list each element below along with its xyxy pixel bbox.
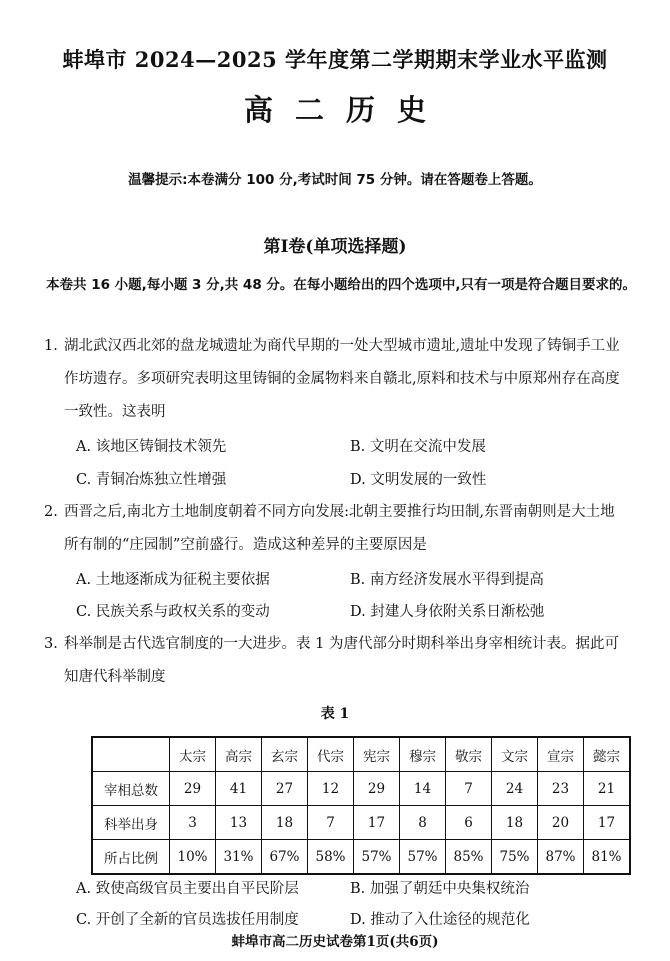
option-d[interactable]: D. 推动了入仕途径的规范化 <box>350 912 530 928</box>
table-row <box>92 772 630 806</box>
table-cell: 57% <box>354 840 400 875</box>
table-cell: 27 <box>262 772 308 806</box>
column-header: 玄宗 <box>262 737 308 772</box>
question-number: 2. <box>44 504 58 520</box>
option-b[interactable]: B. 南方经济发展水平得到提高 <box>350 572 544 588</box>
option-b[interactable]: B. 加强了朝廷中央集权统治 <box>350 881 530 897</box>
page-footer: 蚌埠市高二历史试卷第1页(共6页) <box>231 934 439 950</box>
exam-title: 蚌埠市 2024—2025 学年度第二学期期末学业水平监测 <box>62 47 608 72</box>
option-a[interactable]: A. 土地逐渐成为征税主要依据 <box>76 572 270 588</box>
table-cell: 18 <box>492 806 538 840</box>
table-cell: 17 <box>354 806 400 840</box>
row-header: 科举出身 <box>92 806 170 840</box>
table-cell: 7 <box>446 772 492 806</box>
table-cell: 41 <box>216 772 262 806</box>
exam-notice: 温馨提示:本卷满分 100 分,考试时间 75 分钟。请在答题卷上答题。 <box>128 172 542 188</box>
table-cell: 6 <box>446 806 492 840</box>
option-c[interactable]: C. 民族关系与政权关系的变动 <box>76 604 270 620</box>
option-a[interactable]: A. 致使高级官员主要出自平民阶层 <box>76 881 299 897</box>
table-cell: 18 <box>262 806 308 840</box>
table-cell: 7 <box>308 806 354 840</box>
question-stem <box>64 330 660 429</box>
stem-line: 作坊遗存。多项研究表明这里铸铜的金属物料来自赣北,原料和技术与中原郑州存在高度 <box>64 371 620 387</box>
column-header: 代宗 <box>308 737 354 772</box>
stem-line: 湖北武汉西北郊的盘龙城遗址为商代早期的一处大型城市遗址,遗址中发现了铸铜手工业 <box>64 338 620 354</box>
option-d[interactable]: D. 文明发展的一致性 <box>350 472 487 488</box>
table-cell: 3 <box>170 806 216 840</box>
option-b[interactable]: B. 文明在交流中发展 <box>350 439 486 455</box>
table-cell: 20 <box>538 806 584 840</box>
row-header: 所占比例 <box>92 840 170 875</box>
stem-line: 所有制的“庄园制”空前盛行。造成这种差异的主要原因是 <box>64 537 427 553</box>
table-cell: 31% <box>216 840 262 875</box>
column-header: 穆宗 <box>400 737 446 772</box>
table-cell: 10% <box>170 840 216 875</box>
stem-line: 知唐代科举制度 <box>64 669 166 685</box>
table-row <box>92 840 630 875</box>
table-row <box>92 806 630 840</box>
table-cell: 29 <box>170 772 216 806</box>
table-cell: 12 <box>308 772 354 806</box>
stem-line: 西晋之后,南北方土地制度朝着不同方向发展:北朝主要推行均田制,东晋南朝则是大土地 <box>64 504 615 520</box>
question-number: 3. <box>44 636 58 652</box>
question-stem <box>64 496 660 562</box>
column-header: 宣宗 <box>538 737 584 772</box>
column-header: 敬宗 <box>446 737 492 772</box>
section-title: 第Ⅰ卷(单项选择题) <box>263 237 407 257</box>
table-cell: 87% <box>538 840 584 875</box>
table-cell: 75% <box>492 840 538 875</box>
row-header: 宰相总数 <box>92 772 170 806</box>
stem-line: 科举制是古代选官制度的一大进步。表 1 为唐代部分时期科举出身宰相统计表。据此可 <box>64 636 619 652</box>
column-header: 懿宗 <box>584 737 631 772</box>
exam-subject: 高二历史 <box>243 93 448 127</box>
question-stem <box>64 628 660 694</box>
table-cell: 85% <box>446 840 492 875</box>
option-a[interactable]: A. 该地区铸铜技术领先 <box>76 439 227 455</box>
column-header: 文宗 <box>492 737 538 772</box>
table-cell: 81% <box>584 840 631 875</box>
column-header: 高宗 <box>216 737 262 772</box>
table-cell: 8 <box>400 806 446 840</box>
table-cell: 21 <box>584 772 631 806</box>
table-cell: 17 <box>584 806 631 840</box>
table-caption: 表 1 <box>320 706 350 722</box>
table-cell: 13 <box>216 806 262 840</box>
option-d[interactable]: D. 封建人身依附关系日渐松弛 <box>350 604 545 620</box>
table-1 <box>91 736 631 875</box>
table-corner-cell <box>92 737 170 772</box>
table-cell: 67% <box>262 840 308 875</box>
table-cell: 24 <box>492 772 538 806</box>
column-header: 宪宗 <box>354 737 400 772</box>
stem-line: 一致性。这表明 <box>64 404 166 420</box>
table-cell: 58% <box>308 840 354 875</box>
column-header: 太宗 <box>170 737 216 772</box>
question-number: 1. <box>44 338 58 354</box>
table-cell: 57% <box>400 840 446 875</box>
table-cell: 29 <box>354 772 400 806</box>
option-c[interactable]: C. 青铜冶炼独立性增强 <box>76 472 227 488</box>
section-intro: 本卷共 16 小题,每小题 3 分,共 48 分。在每小题给出的四个选项中,只有一项是符合题目要求的。 <box>46 277 637 293</box>
option-c[interactable]: C. 开创了全新的官员选拔任用制度 <box>76 912 299 928</box>
table-cell: 23 <box>538 772 584 806</box>
table-cell: 14 <box>400 772 446 806</box>
table-header-row <box>92 737 630 772</box>
